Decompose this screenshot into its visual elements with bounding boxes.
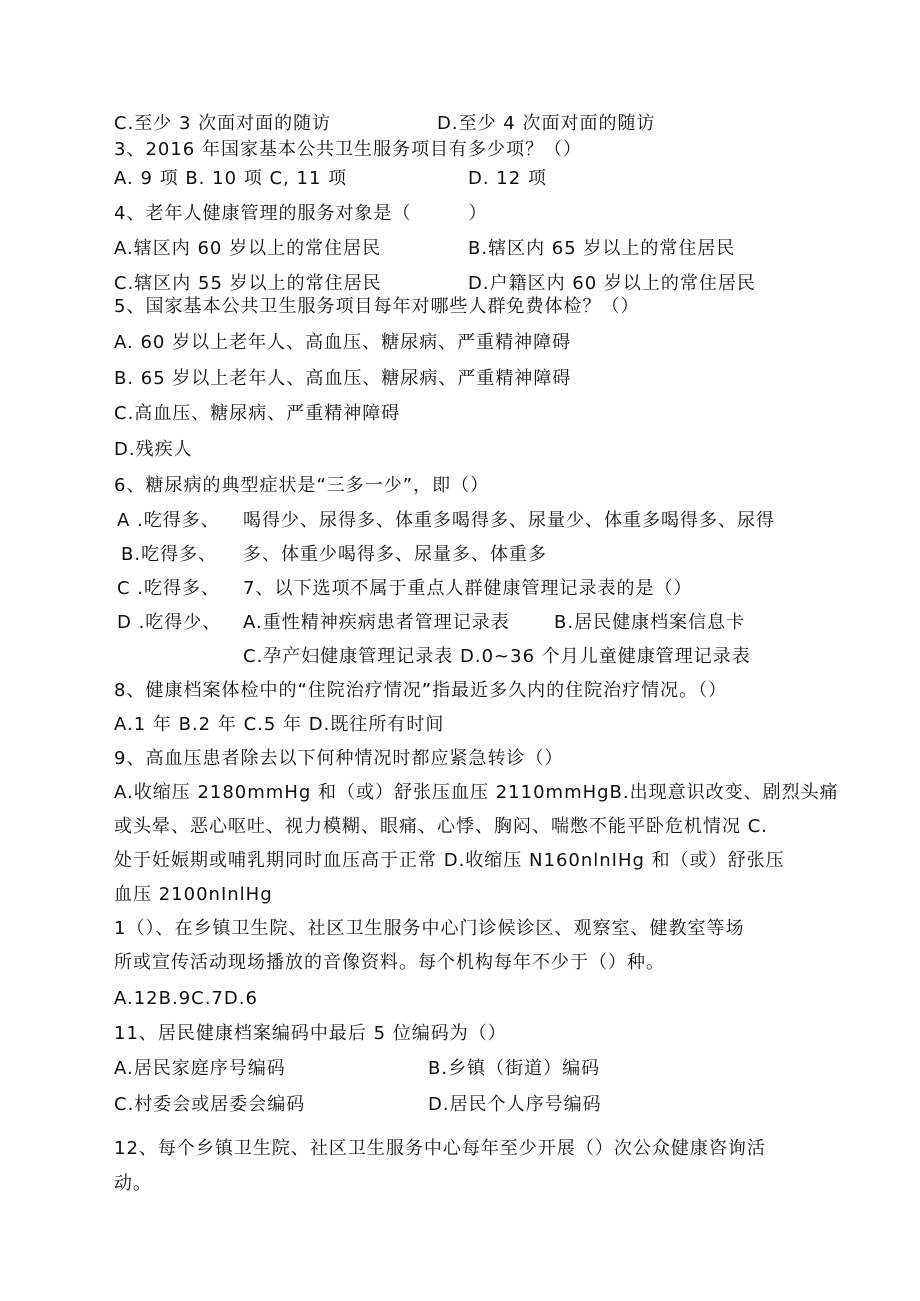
option-a-q5: A. 60 岁以上老年人、高血压、糖尿病、严重精神障碍	[114, 332, 572, 353]
option-b-q4: B.辖区内 65 岁以上的常住居民	[468, 238, 736, 259]
option-b-q7: B.居民健康档案信息卡	[554, 612, 746, 633]
question-5: 5、国家基本公共卫生服务项目每年对哪些人群免费体检？（）	[114, 296, 640, 317]
question-6: 6、糖尿病的典型症状是“三多一少”，即（）	[114, 475, 490, 496]
option-c-q5: C.高血压、糖尿病、严重精神障碍	[114, 403, 401, 424]
option-b-q5: B. 65 岁以上老年人、高血压、糖尿病、严重精神障碍	[114, 368, 572, 389]
question-12-line2: 动。	[114, 1173, 152, 1194]
option-d-q6-prefix: D .吃得少、	[117, 612, 222, 633]
option-d-q3: D. 12 项	[468, 168, 547, 189]
question-12-line1: 12、每个乡镇卫生院、社区卫生服务中心每年至少开展（）次公众健康咨询活	[114, 1138, 766, 1159]
option-b-q11: B.乡镇（街道）编码	[428, 1058, 601, 1079]
options-q9-line2: 或头晕、恶心呕吐、视力模糊、眼痛、心悸、胸闷、喘憋不能平卧危机情况 C.	[114, 816, 769, 837]
question-4: 4、老年人健康管理的服务对象是（ ）	[114, 203, 488, 224]
option-a-q4: A.辖区内 60 岁以上的常住居民	[114, 238, 382, 259]
options-q9-line4: 血压 2100nInlHg	[114, 884, 273, 905]
options-q8: A.1 年 B.2 年 C.5 年 D.既往所有时间	[114, 714, 445, 735]
option-b-q6-text: 多、体重少喝得多、尿量多、体重多	[243, 544, 547, 565]
question-8: 8、健康档案体检中的“住院治疗情况”指最近多久内的住院治疗情况。（）	[114, 680, 728, 701]
options-q10: A.12B.9C.7D.6	[114, 988, 258, 1009]
question-7: 7、以下选项不属于重点人群健康管理记录表的是（）	[243, 578, 693, 599]
options-q7-cd: C.孕产妇健康管理记录表 D.0~36 个月儿童健康管理记录表	[243, 646, 751, 667]
option-a-q7: A.重性精神疾病患者管理记录表	[243, 612, 510, 633]
option-b-q6-prefix: B.吃得多、	[121, 544, 218, 565]
question-10-line1: 1（）、在乡镇卫生院、社区卫生服务中心门诊候诊区、观察室、健教室等场	[114, 918, 745, 939]
question-9: 9、高血压患者除去以下何种情况时都应紧急转诊（）	[114, 748, 564, 769]
option-d-q2: D.至少 4 次面对面的随访	[437, 113, 656, 134]
option-c-q4: C.辖区内 55 岁以上的常住居民	[114, 273, 382, 294]
options-q9-line3: 处于妊娠期或哺乳期同时血压高于正常 D.收缩压 N160nlnIHg 和（或）舒张压	[114, 850, 785, 871]
option-c-q6-prefix: C .吃得多、	[117, 578, 221, 599]
option-a-q6-prefix: A .吃得多、	[117, 510, 220, 531]
option-d-q5: D.残疾人	[114, 439, 193, 460]
option-c-q2: C.至少 3 次面对面的随访	[114, 113, 332, 134]
question-10-line2: 所或宣传活动现场播放的音像资料。每个机构每年不少于（）种。	[114, 952, 665, 973]
question-3: 3、2016 年国家基本公共卫生服务项目有多少项？（）	[114, 139, 582, 160]
option-d-q11: D.居民个人序号编码	[428, 1094, 602, 1115]
options-q9-line1: A.收缩压 2180mmHg 和（或）舒张压血压 2110mmHgB.出现意识改变、剧烈头痛	[114, 782, 839, 803]
options-q3-abc: A. 9 项 B. 10 项 C, 11 项	[114, 168, 348, 189]
option-c-q11: C.村委会或居委会编码	[114, 1094, 306, 1115]
option-a-q6-text: 喝得少、尿得多、体重多喝得多、尿量少、体重多喝得多、尿得	[243, 510, 775, 531]
option-d-q4: D.户籍区内 60 岁以上的常住居民	[468, 273, 756, 294]
option-a-q11: A.居民家庭序号编码	[114, 1058, 286, 1079]
question-11: 11、居民健康档案编码中最后 5 位编码为（）	[114, 1023, 507, 1044]
